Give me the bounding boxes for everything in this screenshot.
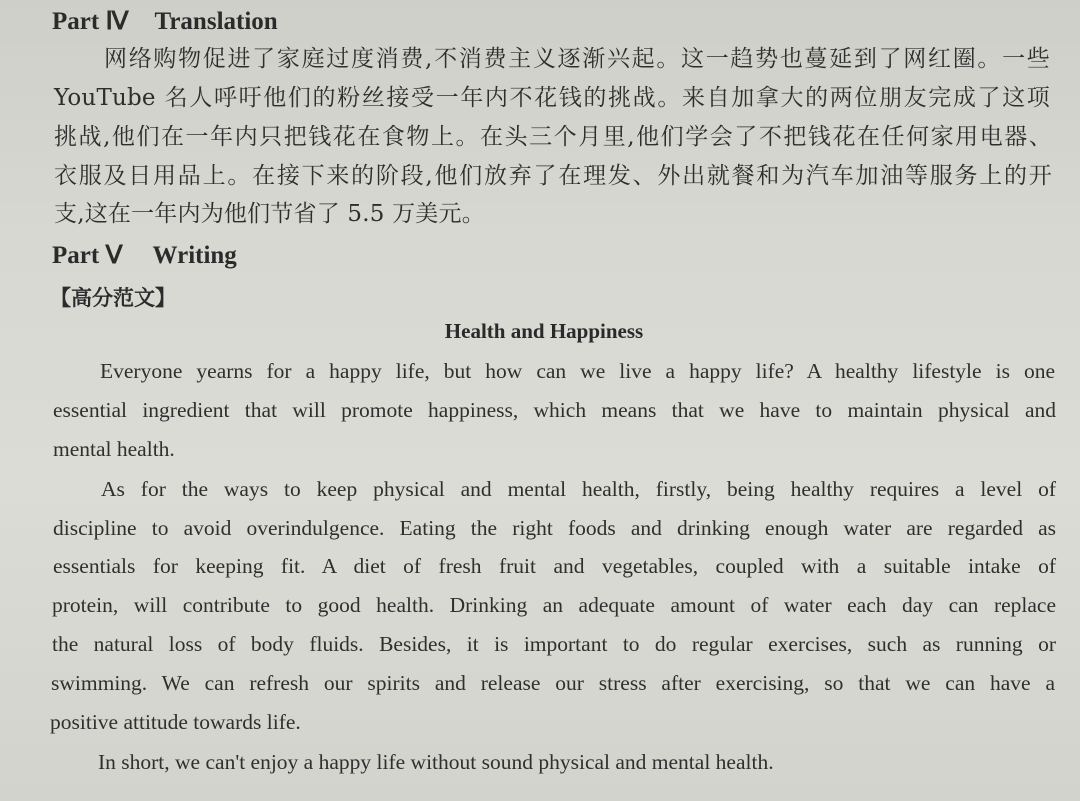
part-iv-title: Translation xyxy=(154,8,278,35)
essay-line: Everyone yearns for a happy life, but how can we live a happy life? A healthy lifestyle is one xyxy=(100,359,1055,383)
essay-line: the natural loss of body fluids. Besides, it is important to do regular exercises, such as running or xyxy=(52,632,1056,656)
part-v-heading xyxy=(52,240,237,270)
sample-essay-label: 【高分范文】 xyxy=(50,286,176,310)
essay-line: essentials for keeping fit. A diet of fresh fruit and vegetables, coupled with a suitable intake of xyxy=(53,554,1056,578)
translation-line: 挑战,他们在一年内只把钱花在食物上。在头三个月里,他们学会了不把钱花在任何家用电器、 xyxy=(54,124,1052,150)
essay-line: essential ingredient that will promote happiness, which means that we have to maintain physical and xyxy=(53,398,1056,422)
translation-line: 网络购物促进了家庭过度消费,不消费主义逐渐兴起。这一趋势也蔓延到了网红圈。一些 xyxy=(104,46,1050,72)
part-iv-number: Part Ⅳ xyxy=(52,8,129,35)
essay-line: As for the ways to keep physical and mental health, firstly, being healthy requires a level of xyxy=(101,477,1056,501)
essay-line: positive attitude towards life. xyxy=(50,710,301,734)
essay-line: mental health. xyxy=(53,437,175,461)
part-iv-heading xyxy=(52,6,278,36)
part-v-number: Part Ⅴ xyxy=(52,242,123,269)
translation-line: 支,这在一年内为他们节省了 5.5 万美元。 xyxy=(54,201,485,227)
essay-line: protein, will contribute to good health. Drinking an adequate amount of water each day can replace xyxy=(52,593,1056,617)
essay-line: swimming. We can refresh our spirits and release our stress after exercising, so that we can have a xyxy=(51,671,1055,695)
translation-line: YouTube 名人呼吁他们的粉丝接受一年内不花钱的挑战。来自加拿大的两位朋友完成了这项 xyxy=(54,85,1050,111)
essay-title: Health and Happiness xyxy=(444,319,644,343)
essay-line: discipline to avoid overindulgence. Eating the right foods and drinking enough water are regarded as xyxy=(53,516,1056,540)
essay-line: In short, we can't enjoy a happy life without sound physical and mental health. xyxy=(98,750,774,774)
translation-line: 衣服及日用品上。在接下来的阶段,他们放弃了在理发、外出就餐和为汽车加油等服务上的开 xyxy=(54,163,1052,189)
part-v-title: Writing xyxy=(152,242,237,269)
